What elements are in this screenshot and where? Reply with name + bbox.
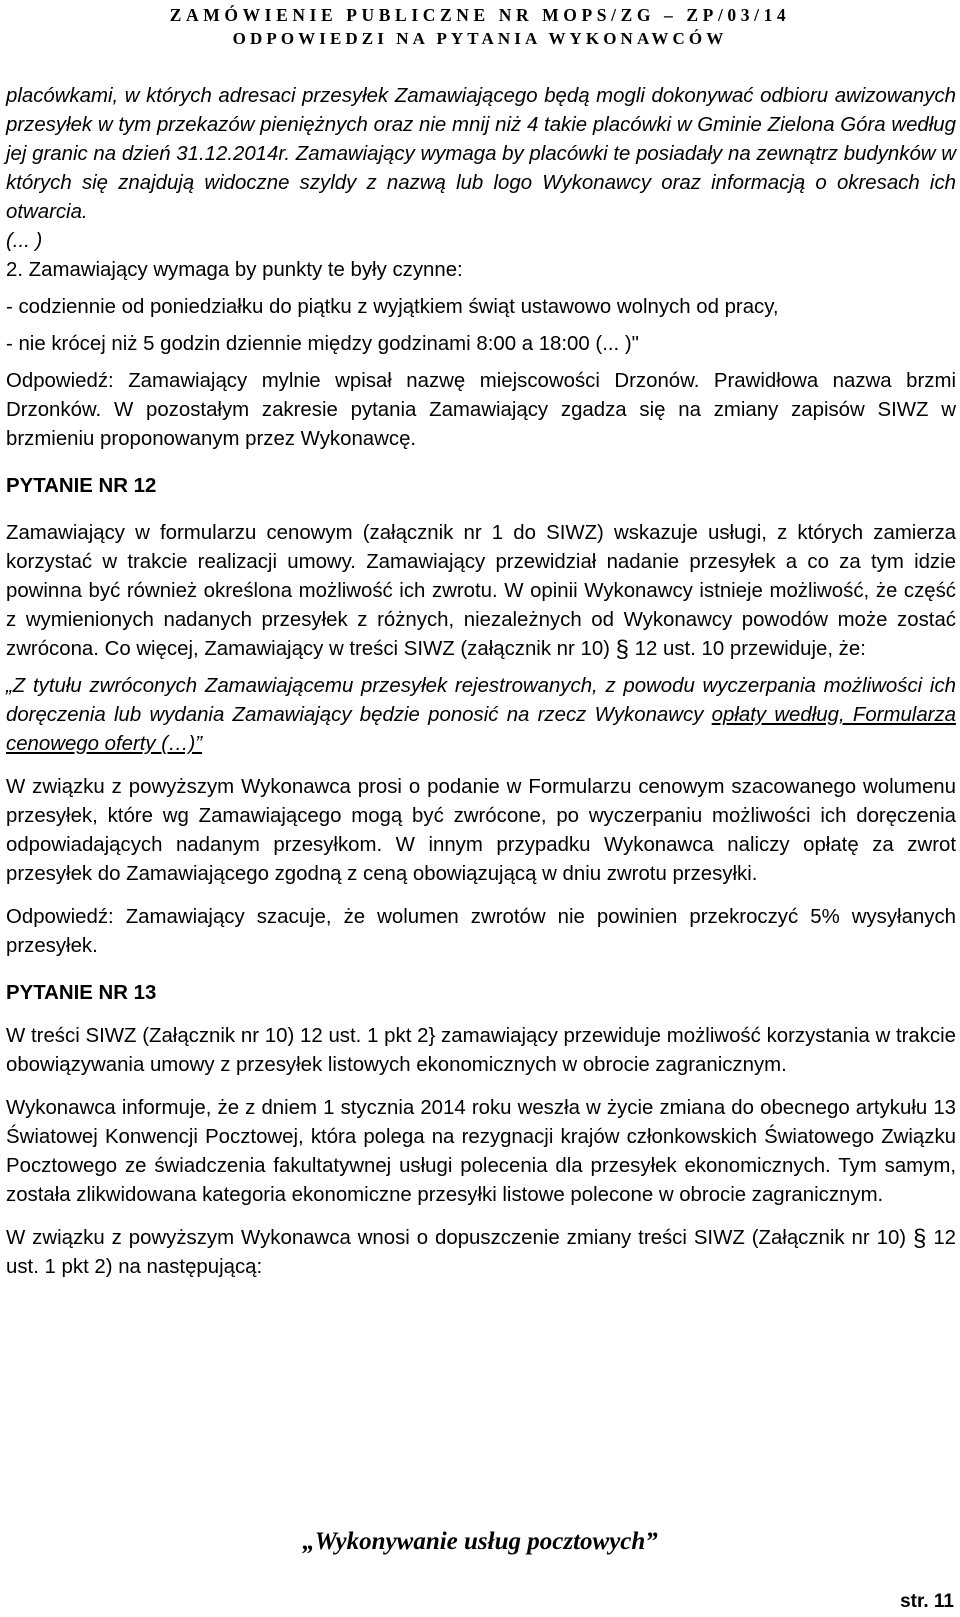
question-12-heading: PYTANIE NR 12 — [6, 475, 157, 497]
upu-convention-paragraph: Wykonawca informuje, że z dniem 1 stycznia 2014 roku weszła w życie zmiana do obecnego artykułu 13 Światowej Konwencji Pocztowej, która polega na rezygnacji krajów członkowskich Światowego Związku Pocztowego ze świadczenia fakultatywnej usługi polecenia dla przesyłek ekonomicznych. Tym samym, została zlikwidowana kategoria ekonomiczne przesyłki listowe polecone w obrocie zagranicznym. — [6, 1097, 956, 1206]
header-subtitle: ODPOWIEDZI NA PYTANIA WYKONAWCÓW — [232, 29, 728, 48]
document-body — [6, 82, 956, 1282]
paragraph-punkty-czynne: 2. Zamawiający wymaga by punkty te były czynne: — [6, 259, 463, 281]
paragraph-sign: § — [615, 636, 629, 663]
footer-title: „Wykonywanie usług pocztowych” — [302, 1528, 658, 1555]
header-title: ZAMÓWIENIE PUBLICZNE NR MOPS/ZG – ZP/03/14 — [169, 5, 791, 25]
question-13-text: W treści SIWZ (Załącznik nr 10) 12 ust. 1 pkt 2} zamawiający przewiduje możliwość korzystania w trakcie obowiązywania umowy z przesyłek listowych ekonomicznych w obrocie zagranicznym. — [6, 1025, 956, 1076]
answer-12: Odpowiedź: Zamawiający szacuje, że wolumen zwrotów nie powinien przekroczyć 5% wysyłanych przesyłek. — [6, 906, 956, 957]
quotation-siwz: „Z tytułu zwróconych Zamawiającemu przesyłek rejestrowanych, z powodu wyczerpania możliwości ich doręczenia lub wydania Zamawiający będzie ponosić na rzecz Wykonawcy opłaty według, Formularza cenowego oferty (…)” — [6, 675, 956, 755]
paragraph-sign: § — [913, 1225, 927, 1252]
paragraph-ellipsis: (... ) — [6, 230, 43, 252]
document-header — [0, 3, 960, 51]
quotation-underlined: opłaty według, Formularza cenowego oferty (…)” — [6, 704, 956, 755]
change-request-paragraph: W związku z powyższym Wykonawca wnosi o dopuszczenie zmiany treści SIWZ (Załącznik nr 10) § 12 ust. 1 pkt 2) na następującą: — [6, 1225, 957, 1278]
paragraph-placowki: placówkami, w których adresaci przesyłek Zamawiającego będą mogli dokonywać odbioru awizowanych przesyłek w tym przekazów pieniężnych oraz nie mnij niż 4 takie placówki w Gminie Zielona Góra według jej granic na dzień 31.12.2014r. Zamawiający wymaga by placówki te posiadały na zewnątrz budynków w których się znajdują widoczne szyldy z nazwą lub logo Wykonawcy oraz informacją o okresach ich otwarcia. — [6, 85, 956, 223]
answer-11: Odpowiedź: Zamawiający mylnie wpisał nazwę miejscowości Drzonów. Prawidłowa nazwa brzmi Drzonków. W pozostałym zakresie pytania Zamawiający zgadza się na zmiany zapisów SIWZ w brzmieniu proponowanym przez Wykonawcę. — [6, 370, 956, 450]
request-paragraph: W związku z powyższym Wykonawca prosi o podanie w Formularzu cenowym szacowanego wolumenu przesyłek, które wg Zamawiającego mogą być zwrócone, po wyczerpaniu możliwości ich doręczenia odpowiadających nadanym przesyłkom. W innym przypadku Wykonawca naliczy opłatę za zwrot przesyłek do Zamawiającego zgodną z ceną obowiązującą w dniu zwrotu przesyłki. — [6, 776, 956, 885]
page-number: str. 11 — [900, 1591, 954, 1612]
list-item-hours: - nie krócej niż 5 godzin dziennie między godzinami 8:00 a 18:00 (... )" — [6, 333, 639, 355]
list-item-weekdays: - codziennie od poniedziałku do piątku z wyjątkiem świąt ustawowo wolnych od pracy, — [6, 296, 779, 318]
question-12-text: Zamawiający w formularzu cenowym (załącznik nr 1 do SIWZ) wskazuje usługi, z których zamierza korzystać w trakcie realizacji umowy. Zamawiający przewidział nadanie przesyłek a co za tym idzie powinna być również określona możliwość ich zwrotu. W opinii Wykonawcy istnieje możliwość, że część z wymienionych nadanych przesyłek z różnych, niezależnych od Wykonawcy powodów może zostać zwrócona. Co więcej, Zamawiający w treści SIWZ (załącznik nr 10) § 12 ust. 10 przewiduje, że: — [6, 522, 956, 663]
question-13-heading: PYTANIE NR 13 — [6, 982, 157, 1004]
